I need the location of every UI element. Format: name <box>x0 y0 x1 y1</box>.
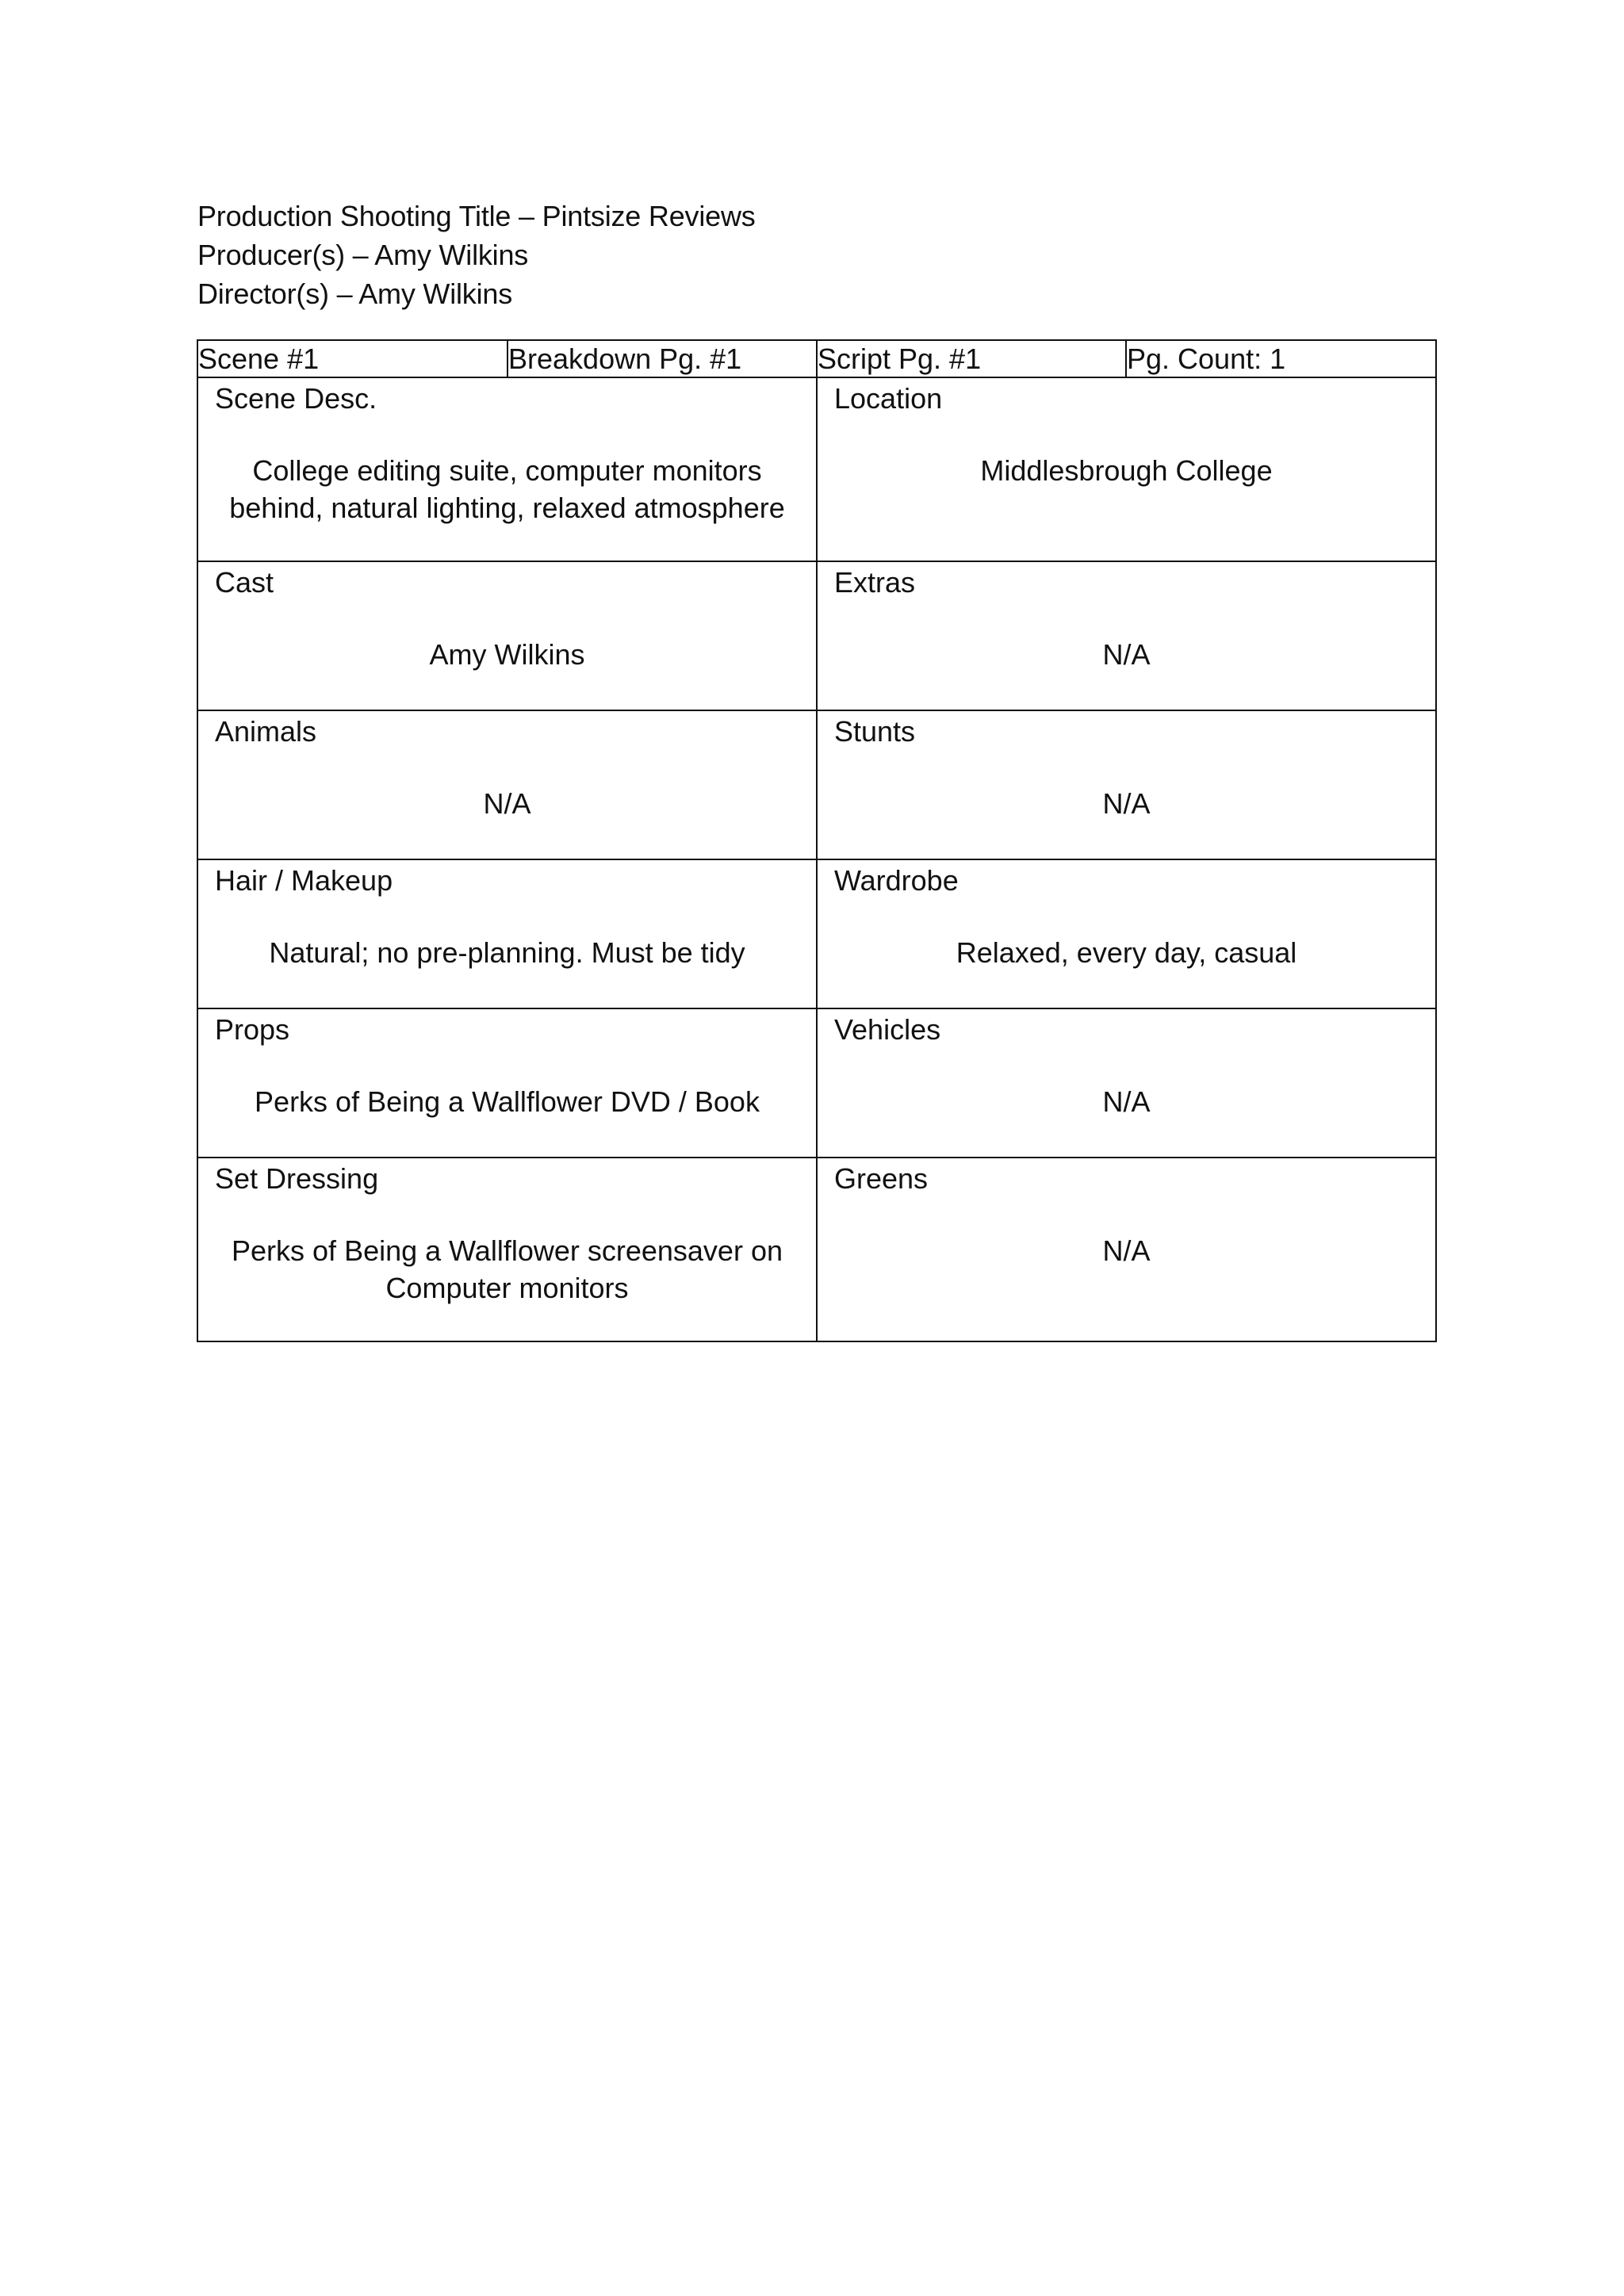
producers-line: Producer(s) – Amy Wilkins <box>197 239 529 271</box>
animals-cell <box>197 710 817 859</box>
wardrobe-label: Wardrobe <box>834 864 959 897</box>
cast-cell <box>197 561 817 710</box>
table-row <box>197 710 1436 859</box>
props-label: Props <box>215 1013 290 1046</box>
location-label: Location <box>834 382 943 415</box>
scene-desc-label: Scene Desc. <box>215 382 377 415</box>
set-dressing-cell <box>197 1158 817 1341</box>
vehicles-value: N/A <box>1102 1085 1151 1118</box>
table-row <box>197 340 1436 377</box>
greens-label: Greens <box>834 1162 929 1195</box>
table-row <box>197 377 1436 561</box>
set-dressing-label: Set Dressing <box>215 1162 379 1195</box>
vehicles-cell <box>817 1008 1436 1158</box>
scene-desc-value: College editing suite, computer monitors behind, natural lighting, relaxed atmosphere <box>229 454 785 524</box>
cast-value: Amy Wilkins <box>429 638 585 671</box>
location-cell <box>817 377 1436 561</box>
page-count-cell: Pg. Count: 1 <box>1126 340 1436 377</box>
animals-value: N/A <box>483 787 531 820</box>
production-title: Production Shooting Title – Pintsize Reviews <box>197 200 756 232</box>
hair-makeup-cell <box>197 859 817 1008</box>
breakdown-sheet-table <box>197 339 1437 1342</box>
greens-cell <box>817 1158 1436 1341</box>
stunts-label: Stunts <box>834 715 916 748</box>
location-value: Middlesbrough College <box>980 454 1273 487</box>
wardrobe-value: Relaxed, every day, casual <box>956 936 1297 969</box>
scene-desc-cell <box>197 377 817 561</box>
breakdown-page-cell: Breakdown Pg. #1 <box>508 340 817 377</box>
greens-value: N/A <box>1102 1234 1151 1267</box>
extras-value: N/A <box>1102 638 1151 671</box>
stunts-value: N/A <box>1102 787 1151 820</box>
table-row <box>197 1008 1436 1158</box>
cast-label: Cast <box>215 566 274 599</box>
stunts-cell <box>817 710 1436 859</box>
extras-cell <box>817 561 1436 710</box>
vehicles-label: Vehicles <box>834 1013 941 1046</box>
props-cell <box>197 1008 817 1158</box>
production-header <box>197 197 756 313</box>
set-dressing-value: Perks of Being a Wallflower screensaver on Computer monitors <box>232 1234 783 1304</box>
table-row <box>197 859 1436 1008</box>
script-page-cell: Script Pg. #1 <box>817 340 1126 377</box>
directors-line: Director(s) – Amy Wilkins <box>197 277 513 310</box>
hair-makeup-value: Natural; no pre-planning. Must be tidy <box>269 936 745 969</box>
props-value: Perks of Being a Wallflower DVD / Book <box>255 1085 760 1118</box>
scene-number-cell: Scene #1 <box>197 340 508 377</box>
table-row <box>197 1158 1436 1341</box>
hair-makeup-label: Hair / Makeup <box>215 864 393 897</box>
extras-label: Extras <box>834 566 916 599</box>
animals-label: Animals <box>215 715 317 748</box>
wardrobe-cell <box>817 859 1436 1008</box>
table-row <box>197 561 1436 710</box>
